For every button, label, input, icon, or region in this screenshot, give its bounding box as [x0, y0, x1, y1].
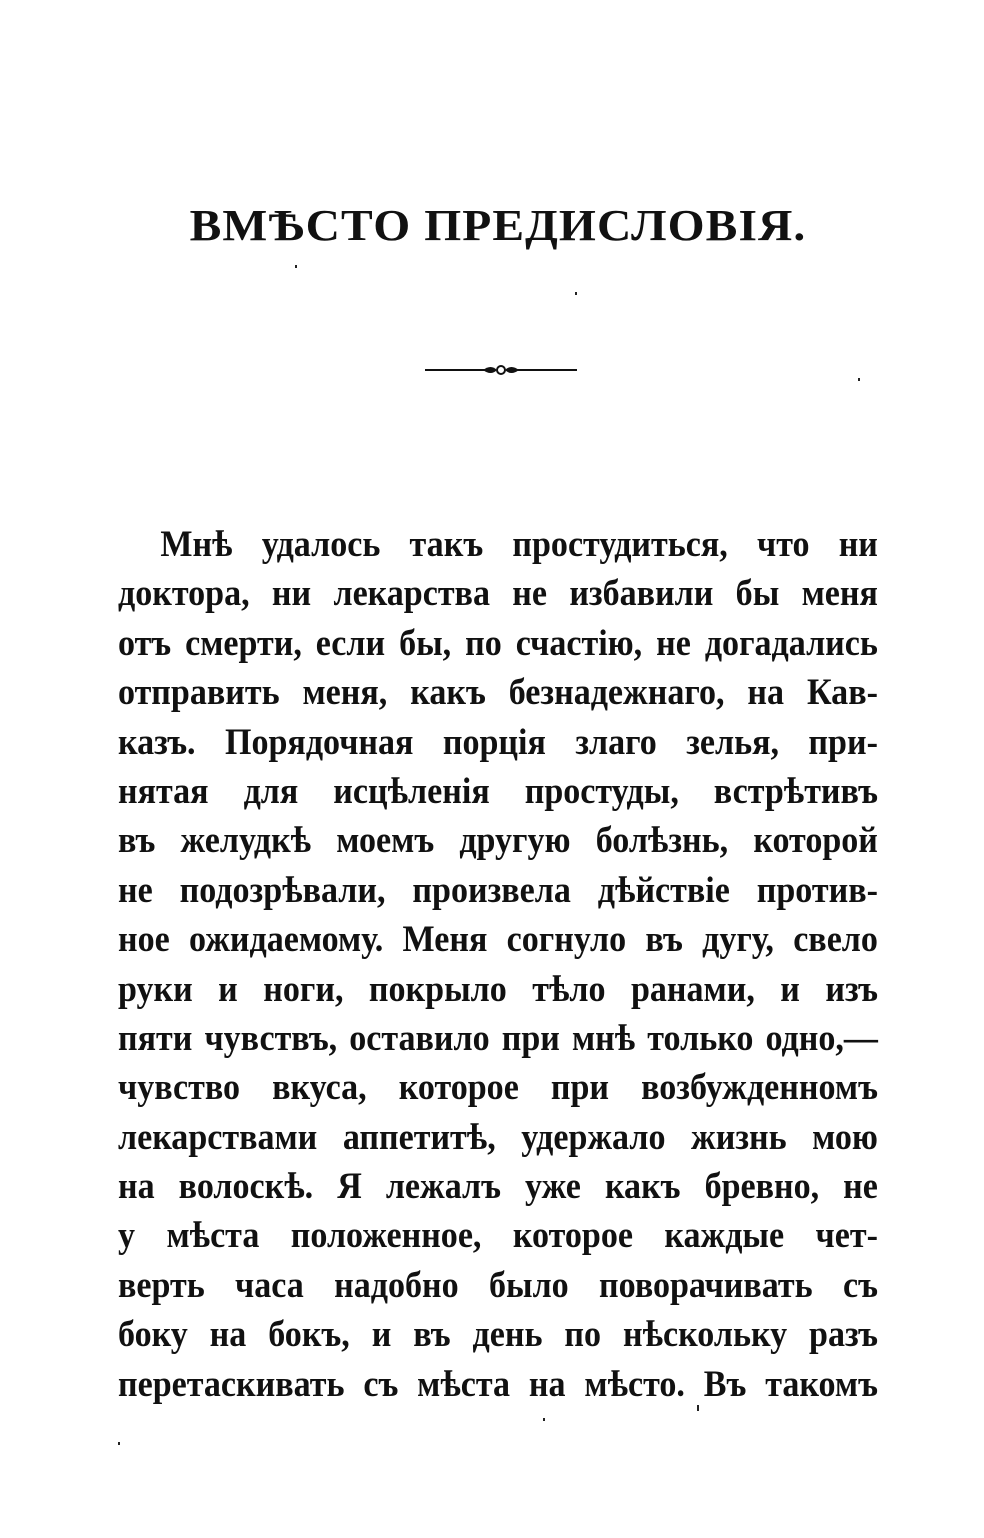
scan-speck: [295, 265, 297, 268]
body-text: [118, 520, 878, 1409]
scan-speck: [543, 1418, 545, 1421]
ornament-divider: [425, 362, 577, 378]
text-line: доктора, ни лекарства не избавили бы меня: [118, 573, 878, 615]
text-line: пяти чувствъ, оставило при мнѣ только одно,—: [118, 1017, 878, 1059]
text-line: казъ. Порядочная порція злаго зелья, при-: [118, 721, 878, 763]
text-line: Мнѣ удалось такъ простудиться, что ни: [160, 524, 878, 565]
text-line: ное ожидаемому. Меня согнуло въ дугу, свело: [118, 919, 878, 961]
text-line: боку на бокъ, и въ день по нѣскольку разъ: [118, 1314, 878, 1356]
text-line: отправить меня, какъ безнадежнаго, на Кав-: [118, 672, 878, 714]
scan-speck: [575, 292, 577, 295]
text-line: нятая для исцѣленія простуды, встрѣтивъ: [118, 770, 878, 812]
text-line: руки и ноги, покрыло тѣло ранами, и изъ: [118, 968, 878, 1010]
text-line: у мѣста положенное, которое каждые чет-: [118, 1215, 878, 1257]
text-line: верть часа надобно было поворачивать съ: [118, 1264, 878, 1306]
scan-speck: [858, 378, 860, 381]
text-line: перетаскивать съ мѣста на мѣсто. Въ такомъ: [118, 1363, 878, 1405]
text-line: на волоскѣ. Я лежалъ уже какъ бревно, не: [118, 1166, 878, 1208]
text-line: лекарствами аппетитѣ, удержало жизнь мою: [118, 1116, 878, 1158]
page-title: ВМѢСТО ПРЕДИСЛОВІЯ.: [189, 201, 807, 250]
scan-speck: [118, 1442, 120, 1445]
text-line: чувство вкуса, которое при возбужденномъ: [118, 1067, 878, 1109]
text-line: отъ смерти, если бы, по счастію, не догадались: [118, 622, 878, 664]
scan-speck: [697, 1405, 699, 1411]
text-line: не подозрѣвали, произвела дѣйствіе против-: [118, 869, 878, 911]
text-line: въ желудкѣ моемъ другую болѣзнь, которой: [118, 820, 878, 862]
